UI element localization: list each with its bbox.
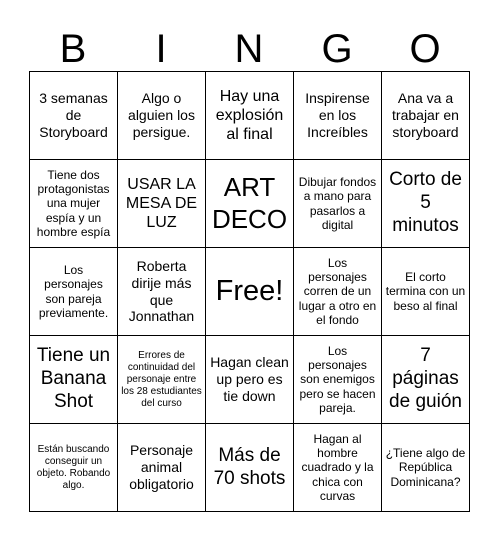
cell-text: Los personajes son enemigos pero se hacen pareja. [299,343,376,416]
cell-text: Más de 70 shots [213,444,286,489]
bingo-cell-r5c1[interactable] [30,424,118,512]
bingo-cell-r4c2[interactable] [118,336,206,424]
bingo-cell-r2c4[interactable] [294,160,382,248]
bingo-cell-r1c1[interactable] [30,72,118,160]
cell-text: ¿Tiene algo de República Dominicana? [385,445,466,489]
bingo-cell-r3c5[interactable] [382,248,470,336]
cell-text: Tiene un Banana Shot [36,345,111,412]
cell-text: 7 páginas de guión [389,345,462,412]
cell-text: El corto termina con un beso al final [385,269,466,313]
cell-text: Hagan clean up pero es tie down [210,354,289,404]
bingo-cell-r4c1[interactable] [30,336,118,424]
cell-text: Roberta dirije más que Jonnathan [128,257,195,325]
cell-text: Corto de 5 minutos [389,169,462,236]
cell-text: Hagan al hombre cuadrado y la chica con curvas [301,431,374,504]
bingo-cell-r2c2[interactable] [118,160,206,248]
cell-text: Inspirense en los Increíbles [305,90,370,140]
bingo-cell-r2c5[interactable] [382,160,470,248]
cell-text: Tiene dos protagonistas una mujer espía y un hombre espía [36,167,111,240]
cell-text: 3 semanas de Storyboard [39,90,108,140]
bingo-cell-r1c2[interactable] [118,72,206,160]
header-letter-i: I [155,27,167,71]
bingo-cell-r3c1[interactable] [30,248,118,336]
cell-text: Están buscando conseguir un objeto. Robando algo. [36,443,111,491]
header-letter-g: G [321,27,353,71]
cell-text: Los personajes corren de un lugar a otro en el fondo [298,255,377,328]
cell-text: Dibujar fondos a mano para pasarlos a digital [298,174,377,232]
bingo-cell-free[interactable] [206,248,294,336]
bingo-cell-r4c3[interactable] [206,336,294,424]
bingo-cell-r2c1[interactable] [30,160,118,248]
free-space-label: Free! [215,275,284,308]
bingo-cell-r1c5[interactable] [382,72,470,160]
cell-text: Los personajes son pareja previamente. [38,262,109,320]
cell-text: Errores de continuidad del personaje entre los 28 estudiantes del curso [121,349,202,409]
cell-text: Ana va a trabajar en storyboard [392,90,459,140]
bingo-cell-r3c4[interactable] [294,248,382,336]
bingo-cell-r4c5[interactable] [382,336,470,424]
bingo-cell-r5c3[interactable] [206,424,294,512]
bingo-cell-r1c3[interactable] [206,72,294,160]
cell-text: Algo o alguien los persigue. [128,90,195,140]
bingo-cell-r4c4[interactable] [294,336,382,424]
bingo-cell-r1c4[interactable] [294,72,382,160]
cell-text: ART DECO [211,172,288,234]
bingo-cell-r5c2[interactable] [118,424,206,512]
cell-text: USAR LA MESA DE LUZ [125,175,198,232]
bingo-card [29,71,470,512]
bingo-cell-r2c3[interactable] [206,160,294,248]
header-letter-b: B [59,27,87,71]
header-letter-n: N [234,27,264,71]
header-letter-o: O [409,27,441,71]
bingo-header [29,28,469,70]
bingo-cell-r5c5[interactable] [382,424,470,512]
cell-text: Hay una explosión al final [215,87,284,144]
cell-text: Personaje animal obligatorio [129,442,194,492]
bingo-cell-r5c4[interactable] [294,424,382,512]
bingo-cell-r3c2[interactable] [118,248,206,336]
